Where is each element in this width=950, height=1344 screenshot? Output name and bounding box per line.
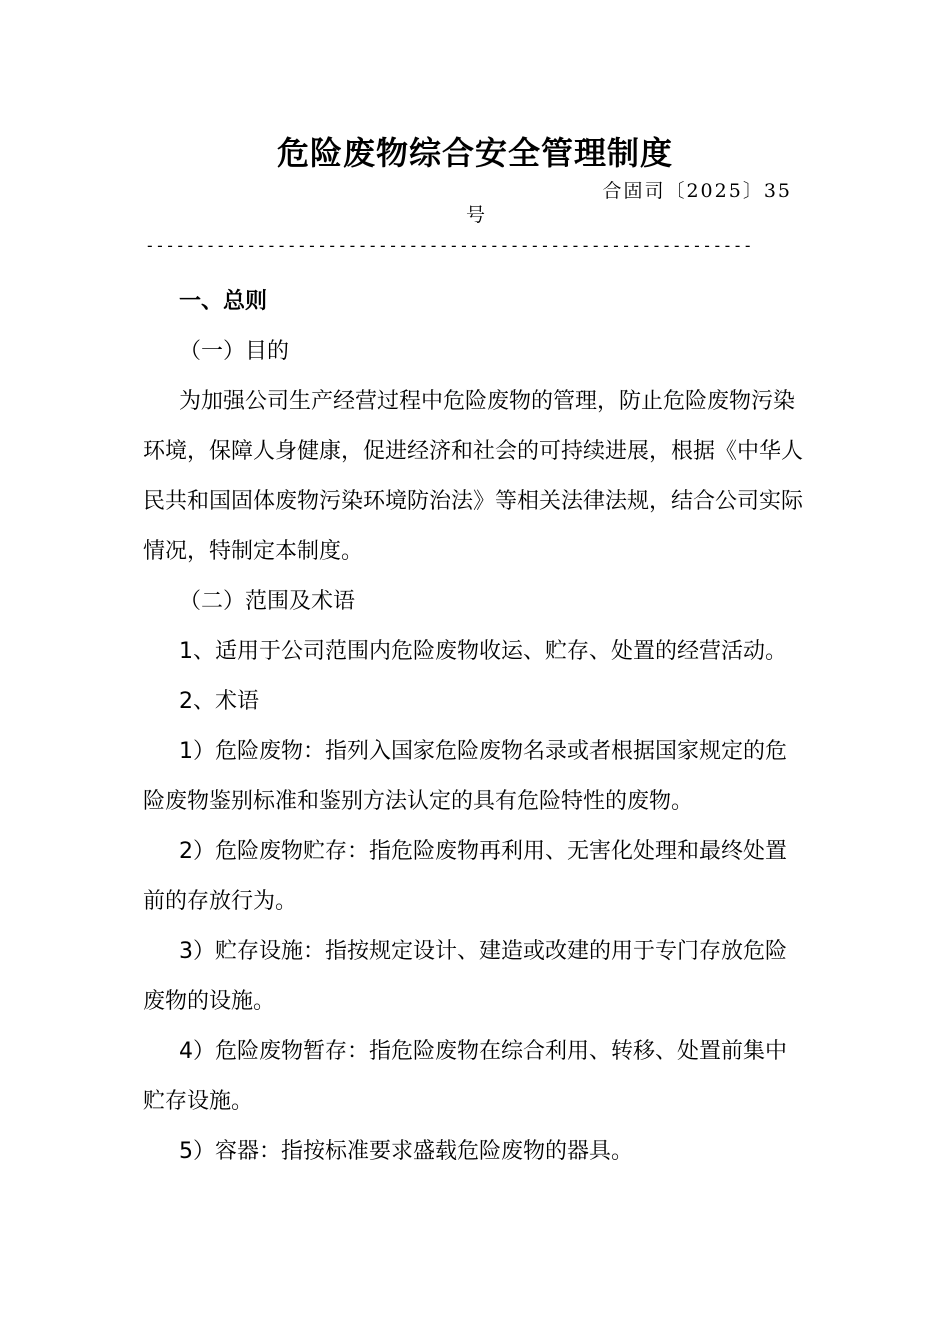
subsection-heading-scope: （二）范围及术语 bbox=[179, 589, 356, 614]
document-body bbox=[143, 277, 808, 1177]
document-title: 危险废物综合安全管理制度 bbox=[276, 134, 673, 172]
paragraph-scope: 1、适用于公司范围内危险废物收运、贮存、处置的经营活动。 bbox=[179, 639, 787, 664]
section-heading-general: 一、总则 bbox=[179, 289, 268, 314]
terms-heading: 2、术语 bbox=[179, 689, 259, 714]
term-item: 4）危险废物暂存：指危险废物在综合利用、转移、处置前集中贮存设施。 bbox=[143, 1039, 787, 1114]
paragraph-purpose: 为加强公司生产经营过程中危险废物的管理，防止危险废物污染环境，保障人身健康，促进经济和社会的可持续进展，根据《中华人民共和国固体废物污染环境防治法》等相关法律法规，结合公司实际情况，特制定本制度。 bbox=[143, 389, 804, 564]
term-item: 1）危险废物：指列入国家危险废物名录或者根据国家规定的危险废物鉴别标准和鉴别方法认定的具有危险特性的废物。 bbox=[143, 739, 787, 814]
document-number: 合固司〔2025〕35 bbox=[602, 180, 792, 202]
subsection-heading-purpose: （一）目的 bbox=[179, 339, 290, 364]
document-number-suffix: 号 bbox=[466, 204, 486, 226]
term-item: 5）容器：指按标准要求盛载危险废物的器具。 bbox=[179, 1139, 633, 1164]
term-item: 3）贮存设施：指按规定设计、建造或改建的用于专门存放危险废物的设施。 bbox=[143, 939, 787, 1014]
term-item: 2）危险废物贮存：指危险废物再利用、无害化处理和最终处置前的存放行为。 bbox=[143, 839, 787, 914]
dashed-divider: ------------------------------------------------------------ bbox=[145, 236, 753, 255]
